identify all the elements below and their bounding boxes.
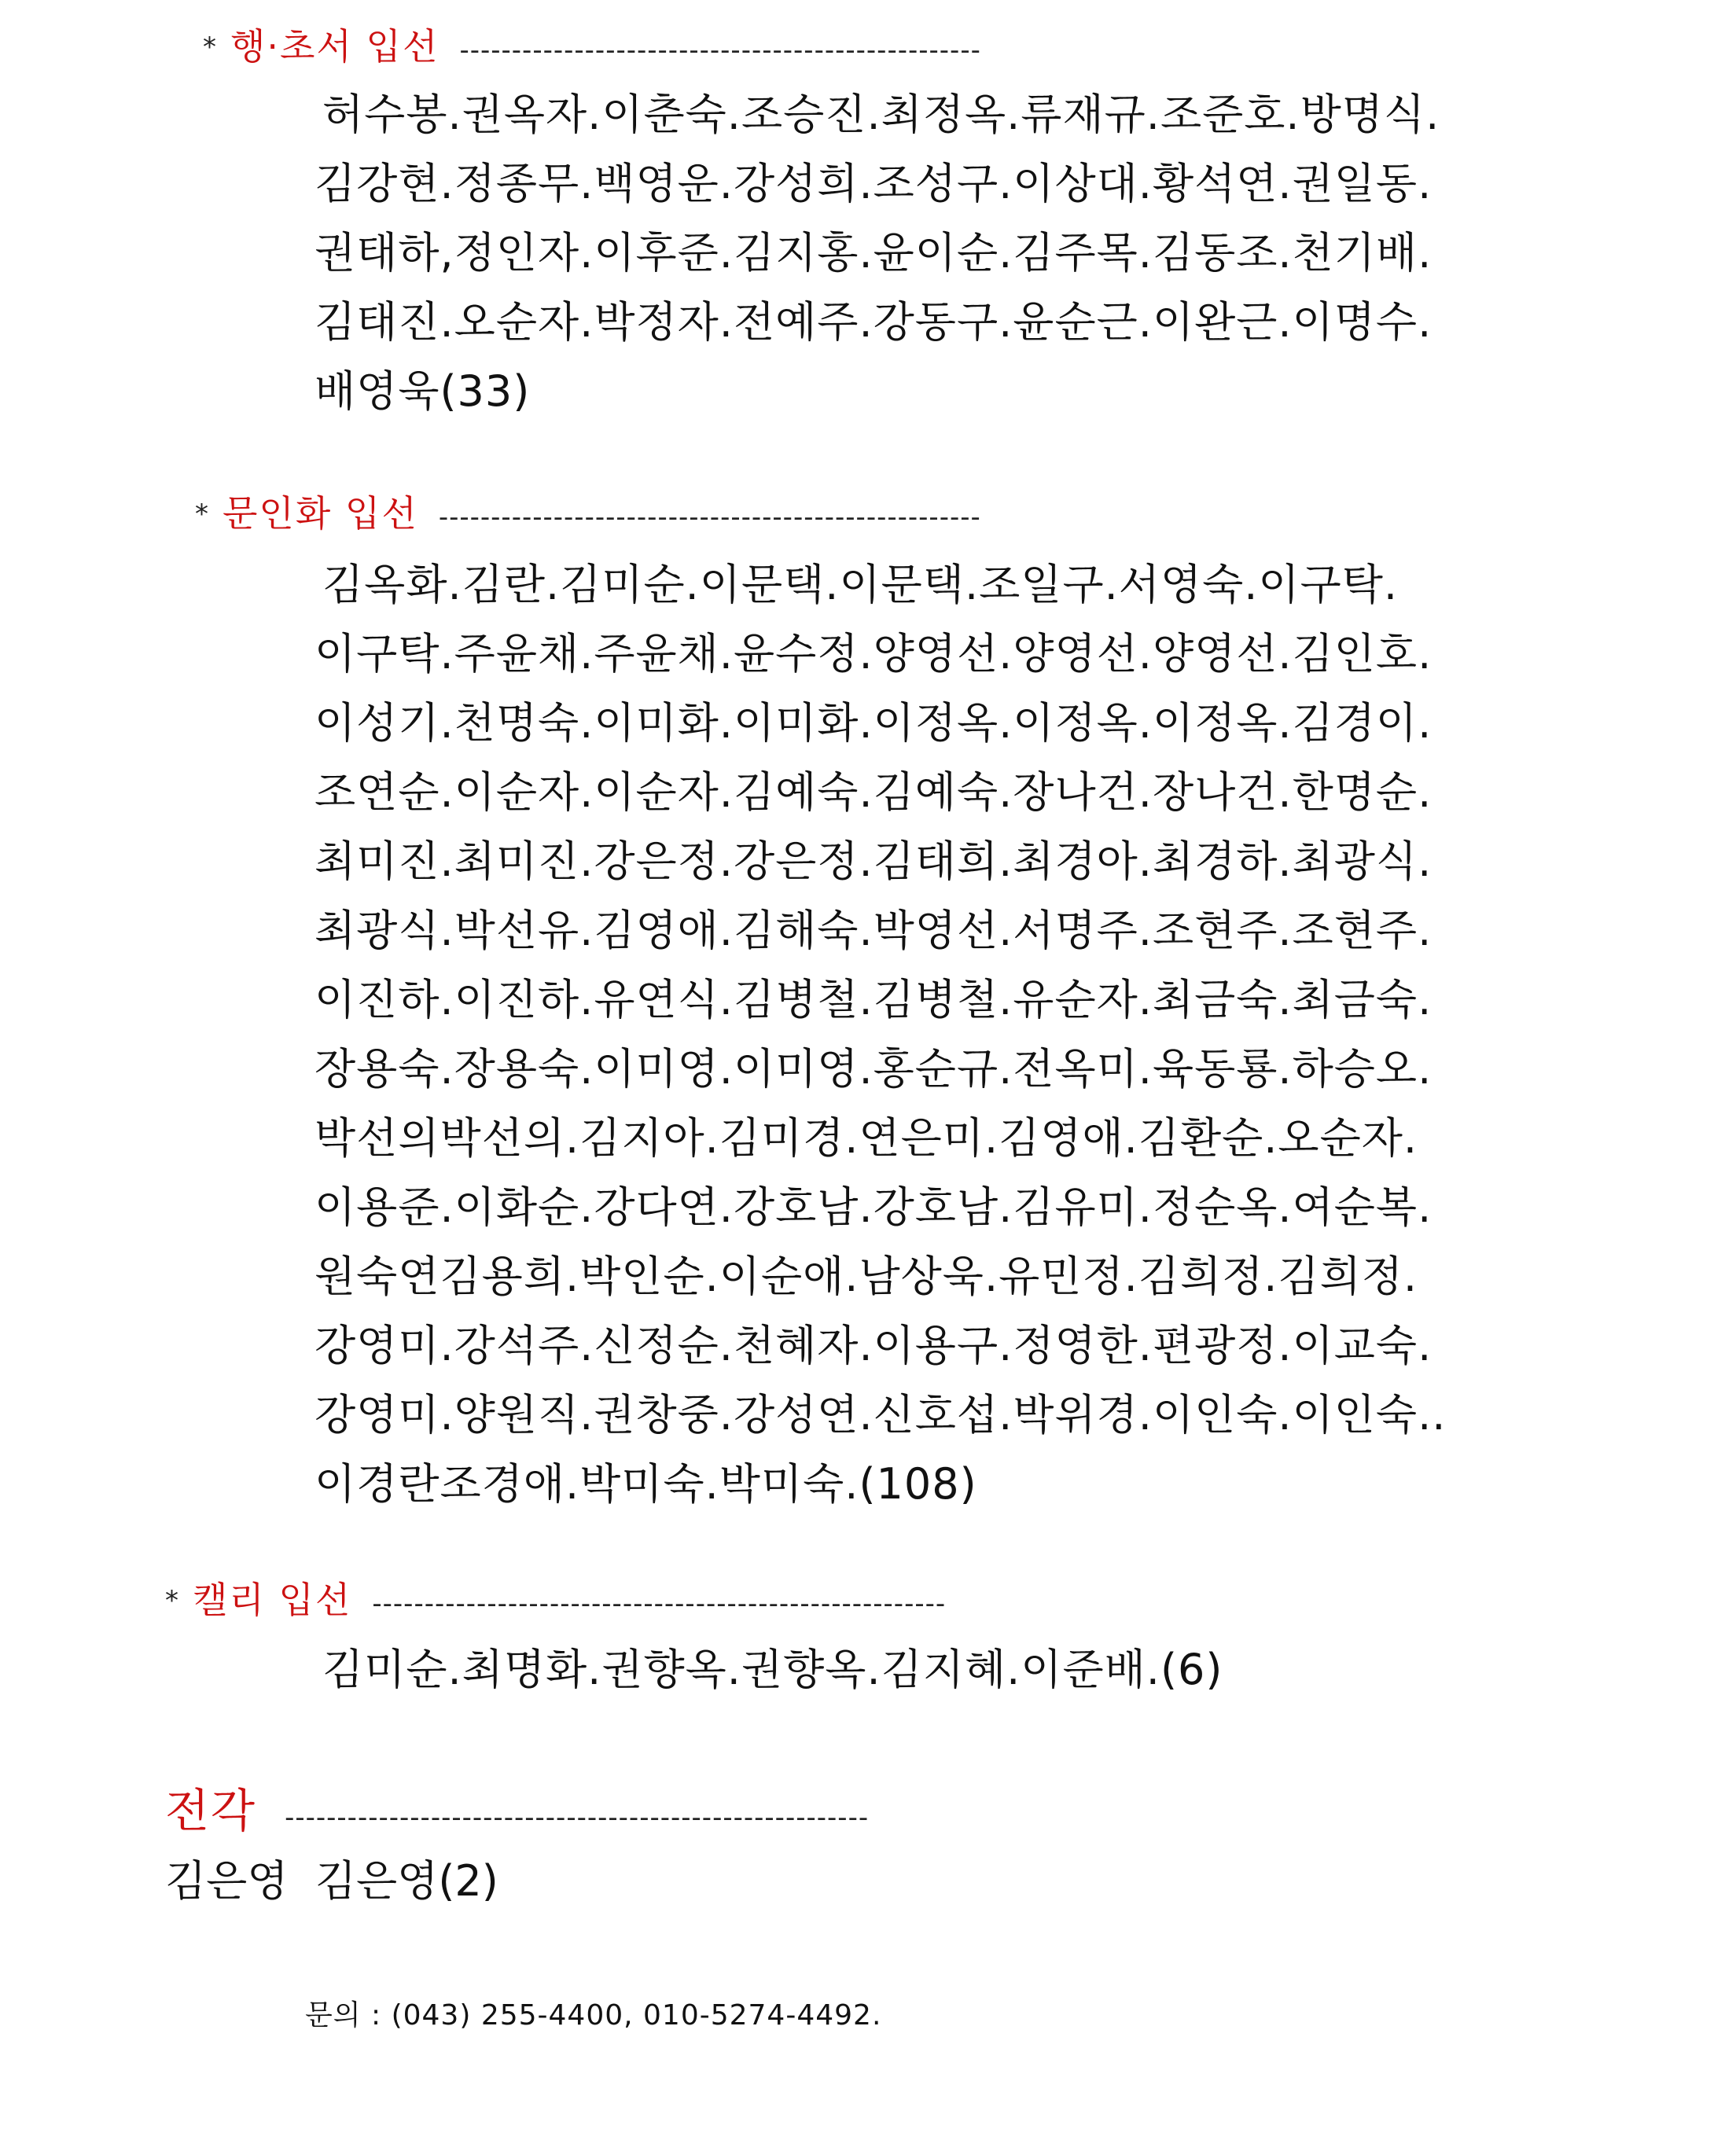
section-title: 행·초서 입선 — [230, 25, 440, 68]
winner-line: 장용숙.장용숙.이미영.이미영.홍순규.전옥미.육동룡.하승오. — [314, 1044, 1433, 1094]
dash-rule: -------------------------------------------------------- — [285, 1802, 870, 1833]
winner-line: 권태하,정인자.이후준.김지홍.윤이순.김주목.김동조.천기배. — [314, 228, 1433, 278]
dash-rule: ---------------------------------------------------- — [438, 502, 981, 533]
winner-line: 김미순.최명화.권향옥.권향옥.김지혜.이준배.(6) — [322, 1645, 1223, 1694]
winner-list-muninhwa — [314, 550, 1446, 1519]
winner-line: 강영미.양원직.권창중.강성연.신호섭.박위경.이인숙.이인숙.. — [314, 1390, 1447, 1440]
winner-line: 최광식.박선유.김영애.김해숙.박영선.서명주.조현주.조현주. — [314, 906, 1433, 955]
winner-line: 이구탁.주윤채.주윤채.윤수정.양영선.양영선.양영선.김인호. — [314, 629, 1433, 678]
bullet-star: * — [203, 31, 216, 63]
winner-line: 김옥화.김란.김미순.이문택.이문택.조일구.서영숙.이구탁. — [322, 560, 1399, 609]
winner-line: 원숙연김용희.박인순.이순애.남상욱.유민정.김희정.김희정. — [314, 1252, 1418, 1301]
winner-list-calli — [314, 1635, 1223, 1704]
winner-line: 김태진.오순자.박정자.전예주.강동구.윤순근.이완근.이명수. — [314, 297, 1433, 347]
section-header-haengchoseo — [203, 25, 981, 68]
winner-line: 강영미.강석주.신정순.천혜자.이용구.정영한.편광정.이교숙. — [314, 1321, 1433, 1370]
winner-list-haengchoseo — [314, 80, 1440, 426]
winner-line: 허수봉.권옥자.이춘숙.조승진.최정옥.류재규.조준호.방명식. — [322, 90, 1440, 139]
section-title: 캘리 입선 — [193, 1579, 352, 1621]
section-title: 문인화 입선 — [223, 492, 418, 535]
winner-line: 이성기.천명숙.이미화.이미화.이정옥.이정옥.이정옥.김경이. — [314, 698, 1433, 748]
winner-line: 조연순.이순자.이순자.김예숙.김예숙.장나건.장나건.한명순. — [314, 767, 1433, 817]
winner-list-jeongak: 김은영 김은영(2) — [165, 1856, 498, 1906]
section-header-calli — [165, 1579, 947, 1621]
section-title: 전각 — [165, 1784, 257, 1837]
contact-info: 문의 : (043) 255-4400, 010-5274-4492. — [305, 1999, 882, 2032]
winner-line: 이경란조경애.박미숙.박미숙.(108) — [314, 1459, 977, 1509]
bullet-star: * — [165, 1585, 178, 1616]
winner-line: 이진하.이진하.유연식.김병철.김병철.유순자.최금숙.최금숙. — [314, 975, 1433, 1024]
section-header-muninhwa — [195, 492, 981, 535]
bullet-star: * — [195, 498, 208, 530]
winner-line: 이용준.이화순.강다연.강호남.강호남.김유미.정순옥.여순복. — [314, 1182, 1433, 1232]
winner-line: 김강현.정종무.백영운.강성희.조성구.이상대.황석연.권일동. — [314, 159, 1433, 208]
winner-line: 박선의박선의.김지아.김미경.연은미.김영애.김환순.오순자. — [314, 1113, 1418, 1163]
winner-line: 최미진.최미진.강은정.강은정.김태희.최경아.최경하.최광식. — [314, 837, 1433, 886]
winner-line: 배영욱(33) — [314, 366, 531, 416]
dash-rule: ------------------------------------------------------- — [372, 1588, 947, 1620]
section-header-jeongak — [165, 1784, 870, 1837]
dash-rule: -------------------------------------------------- — [459, 35, 981, 66]
